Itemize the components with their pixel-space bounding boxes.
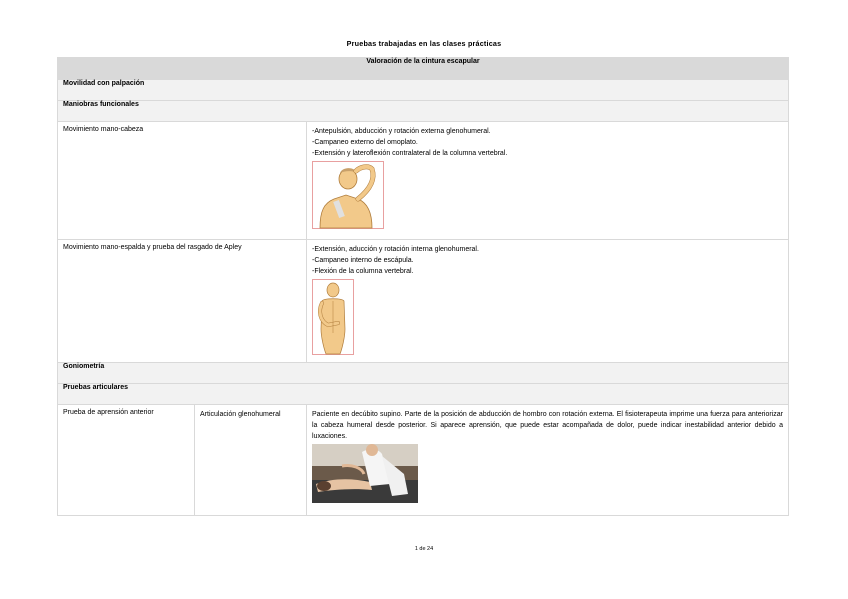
section-movilidad: Movilidad con palpación	[58, 80, 789, 101]
section-row	[58, 363, 789, 384]
description-line: -Flexión de la columna vertebral.	[312, 268, 414, 275]
hand-head-illustration	[312, 161, 384, 229]
table-row	[58, 405, 789, 516]
description-line: -Campaneo interno de escápula.	[312, 257, 414, 264]
row-label: Movimiento mano-espalda y prueba del rasgado de Apley	[58, 240, 307, 363]
section-maniobras: Maniobras funcionales	[58, 101, 789, 122]
assessment-table	[57, 57, 789, 516]
description-text: Paciente en decúbito supino. Parte de la posición de abducción de hombro con rotación externa. El fisioterapeuta imprime una fuerza para anteriorizar la cabeza humeral desde posterior. Si aparece aprensión, que puede estar acompañada de dolor, puede indicar inestabilidad anterior debido a luxaciones.	[312, 411, 783, 440]
description-line: -Extensión, aducción y rotación interna glenohumeral.	[312, 246, 479, 253]
table-row	[58, 240, 789, 363]
section-row	[58, 101, 789, 122]
section-pruebas: Pruebas articulares	[58, 384, 789, 405]
table-header-row	[58, 58, 789, 80]
apprehension-test-photo	[312, 444, 418, 503]
row-joint: Articulación glenohumeral	[195, 405, 307, 516]
row-label: Prueba de aprensión anterior	[58, 405, 195, 516]
row-description	[307, 405, 789, 516]
page-number: 1 de 24	[414, 546, 434, 552]
hand-back-illustration	[312, 279, 354, 355]
row-description	[307, 122, 789, 240]
section-row	[58, 384, 789, 405]
table-header: Valoración de la cintura escapular	[58, 58, 789, 80]
table-row	[58, 122, 789, 240]
section-goniometria: Goniometría	[58, 363, 789, 384]
row-description	[307, 240, 789, 363]
page-title: Pruebas trabajadas en las clases prácticas	[346, 39, 502, 48]
section-row	[58, 80, 789, 101]
description-line: -Extensión y lateroflexión contralateral de la columna vertebral.	[312, 150, 508, 157]
description-line: -Campaneo externo del omoplato.	[312, 139, 418, 146]
row-label: Movimiento mano-cabeza	[58, 122, 307, 240]
description-line: -Antepulsión, abducción y rotación externa glenohumeral.	[312, 128, 491, 135]
